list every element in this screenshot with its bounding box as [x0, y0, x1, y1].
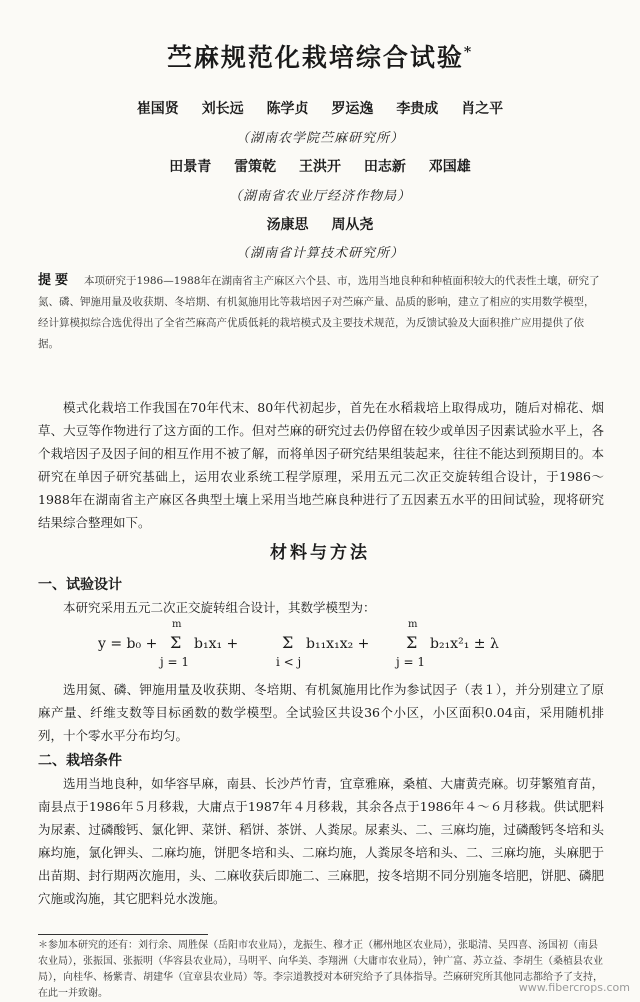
intro-paragraph: 模式化栽培工作我国在70年代末、80年代初起步，首先在水稻栽培上取得成功，随后对棉花、烟草、大豆等作物进行了这方面的工作。但对苎麻的研究过去仍停留在较少或单因子因素试验水平上，各个栽培因子及因子间的相互作用不被了解，而将单因子研究结果组装起来，往往不能达到预期目的。本研究在单因子研究基础上，运用农业系统工程学原理，采用五元二次正交旋转组合设计，于1986～1988年在湖南省主产麻区各典型土壤上采用当地苎麻良种进行了五因素五水平的田间试验，现将研究结果综合整理如下。	[38, 400, 604, 530]
model-formula	[98, 618, 578, 670]
authors-row-3	[0, 214, 640, 234]
formula-term2: b₁₁x₁x₂ +	[306, 636, 370, 652]
design-paragraph: 选用氮、磷、钾施用量及收获期、冬培期、有机氮施用比作为参试因子（表１），并分别建立了原麻产量、纤维支数等目标函数的数学模型。全试验区共设36个小区，小区面积0.04亩，采用随机排列，十个零水平分布均匀。	[38, 682, 604, 743]
formula-sum3-top: m	[408, 619, 418, 630]
subsection-1-title: 一、试验设计	[38, 577, 122, 593]
formula-sum3-bottom: j = 1	[396, 655, 426, 669]
footnote: ＊参加本研究的还有：刘行余、周胜保（岳阳市农业局），龙振生、穆才正（郴州地区农业局），张聪清、吴四喜、汤国初（南县农业局），张振国、张振明（华容县农业局），马明平、向华美、李翔洲（大庸市农业局），钟广富、苏立益、李胡生（桑植县农业局），向桂华、杨紫青、胡建华（宜章县农业局）等。李宗道教授对本研究给予了具体指导。苎麻研究所其他同志都给予了支持，在此一并致谢。	[38, 940, 603, 999]
author: 崔国贤	[136, 101, 179, 117]
author: 肖之平	[461, 101, 504, 117]
author: 田志新	[363, 159, 406, 175]
subsection-2-title: 二、栽培条件	[38, 753, 122, 769]
formula-sum2-bottom: i < j	[276, 655, 302, 669]
authors-row-2	[0, 156, 640, 176]
author: 周从尧	[331, 217, 374, 233]
formula-term1: b₁x₁ +	[194, 636, 239, 652]
author: 李贵成	[396, 101, 439, 117]
author: 邓国雄	[428, 159, 471, 175]
formula-sum1-bottom: j = 1	[160, 655, 190, 669]
formula-sum1-top: m	[172, 619, 182, 630]
formula-sum3: Σ	[406, 633, 418, 652]
abstract-keyword: 提要	[38, 273, 73, 288]
authors-row-1	[0, 98, 640, 118]
author: 陈学贞	[266, 101, 309, 117]
author: 刘长远	[201, 101, 244, 117]
author: 田景青	[169, 159, 212, 175]
affiliation-3: （湖南省计算技术研究所）	[235, 246, 404, 261]
formula-sum2: Σ	[282, 633, 294, 652]
section-title: 材料与方法	[270, 543, 370, 563]
author: 王洪开	[299, 159, 341, 175]
abstract-text: 本项研究于1986—1988年在湖南省主产麻区六个县、市，选用当地良种和种植面积较大的代表性土壤，研究了氮、磷、钾施用量及收获期、冬培期、有机氮施用比等栽培因子对苎麻产量、品质的影响，建立了相应的实用数学模型，经计算模拟综合选优得出了全省苎麻高产优质低耗的栽培模式及主要技术规范，为反馈试验及大面积推广应用提供了依据。	[38, 275, 600, 350]
formula-term3: b₂₁x²₁ ± λ	[430, 636, 499, 652]
conditions-paragraph: 选用当地良种，如华容早麻，南县、长沙芦竹青，宜章雅麻，桑植、大庸黄壳麻。切芽繁殖育苗，南县点于1986年５月移栽，大庸点于1987年４月移栽，其余各点于1986年４～６月移栽。供试肥料为尿素、过磷酸钙、氯化钾、菜饼、稻饼、茶饼、人粪尿。尿素头、二、三麻均施，过磷酸钙冬培和头麻均施，氯化钾头、二麻均施，饼肥冬培和头、二麻均施，人粪尿冬培和头、二、三麻均施，头麻肥于出苗期、封行期两次施用，头、二麻收获后即施二、三麻肥，按冬培期不同分别施冬培肥，饼肥、磷肥穴施或沟施，其它肥料兑水泼施。	[38, 776, 604, 906]
title-text: 苎麻规范化栽培综合试验	[166, 43, 464, 72]
footnote-divider	[38, 934, 208, 935]
title-footnote-mark: *	[463, 44, 474, 61]
author: 雷策乾	[234, 159, 277, 175]
abstract	[38, 270, 604, 355]
affiliation-2: （湖南省农业厅经济作物局）	[228, 189, 411, 204]
formula-sum1: Σ	[170, 633, 182, 652]
paper-title	[0, 38, 640, 74]
formula-lhs: y = b₀ +	[98, 636, 158, 652]
author: 罗运逸	[331, 101, 374, 117]
author: 汤康思	[266, 217, 309, 233]
design-intro: 本研究采用五元二次正交旋转组合设计，其数学模型为：	[63, 600, 376, 615]
watermark: www.fibercrops.com	[518, 981, 630, 994]
affiliation-1: （湖南农学院苎麻研究所）	[235, 131, 404, 146]
